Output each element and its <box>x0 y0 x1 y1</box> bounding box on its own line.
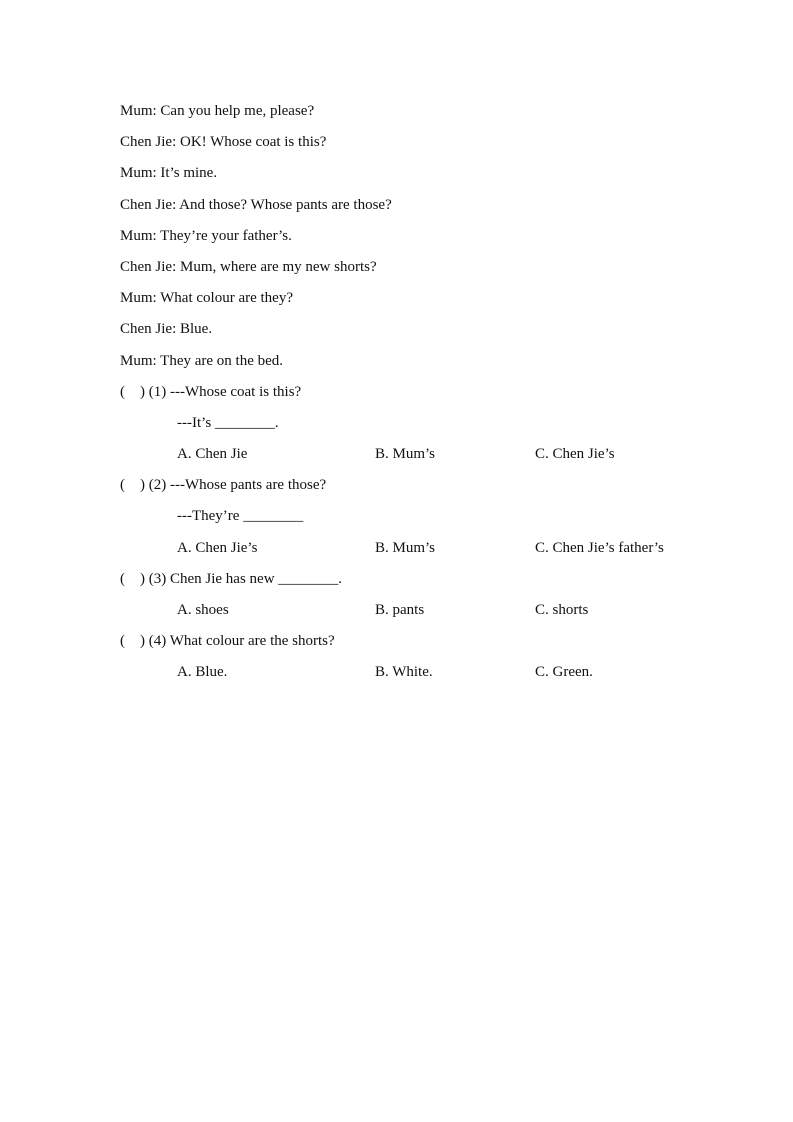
question-2 <box>120 470 720 564</box>
question-1 <box>120 377 720 471</box>
option-a: A. shoes <box>177 602 229 618</box>
option-c: C. Chen Jie’s father’s <box>535 539 664 556</box>
options-row <box>120 439 720 470</box>
question-sub: ---It’s ________. <box>177 414 279 431</box>
option-c: C. shorts <box>535 602 589 618</box>
question-stem: ( ) (4) What colour are the shorts? <box>120 633 335 650</box>
options-row <box>120 595 720 626</box>
option-b: B. Mum’s <box>375 446 436 463</box>
dialogue-line: Mum: They are on the bed. <box>120 352 284 369</box>
dialogue-line: Mum: They’re your father’s. <box>120 227 292 244</box>
option-c: C. Green. <box>535 664 593 681</box>
question-4 <box>120 626 720 688</box>
dialogue-line: Chen Jie: Mum, where are my new shorts? <box>120 258 377 275</box>
option-b: B. Mum’s <box>375 539 436 556</box>
question-sub: ---They’re ________ <box>177 508 304 525</box>
option-a: A. Blue. <box>177 664 228 681</box>
dialogue-line: Mum: It’s mine. <box>120 165 218 182</box>
dialogue <box>120 96 720 377</box>
worksheet <box>120 96 720 689</box>
question-3 <box>120 564 720 626</box>
dialogue-line: Chen Jie: Blue. <box>120 321 213 338</box>
option-a: A. Chen Jie’s <box>177 539 258 556</box>
dialogue-line: Chen Jie: And those? Whose pants are those? <box>120 196 392 213</box>
dialogue-line: Mum: What colour are they? <box>120 290 293 307</box>
option-b: B. pants <box>375 602 425 618</box>
option-c: C. Chen Jie’s <box>535 446 615 463</box>
dialogue-line: Chen Jie: OK! Whose coat is this? <box>120 134 327 151</box>
dialogue-line: Mum: Can you help me, please? <box>120 103 315 119</box>
options-row <box>120 657 720 688</box>
question-stem: ( ) (2) ---Whose pants are those? <box>120 477 327 494</box>
option-a: A. Chen Jie <box>177 446 248 463</box>
question-stem: ( ) (3) Chen Jie has new ________. <box>120 570 343 587</box>
option-b: B. White. <box>375 664 433 681</box>
question-stem: ( ) (1) ---Whose coat is this? <box>120 383 302 400</box>
options-row <box>120 533 720 564</box>
